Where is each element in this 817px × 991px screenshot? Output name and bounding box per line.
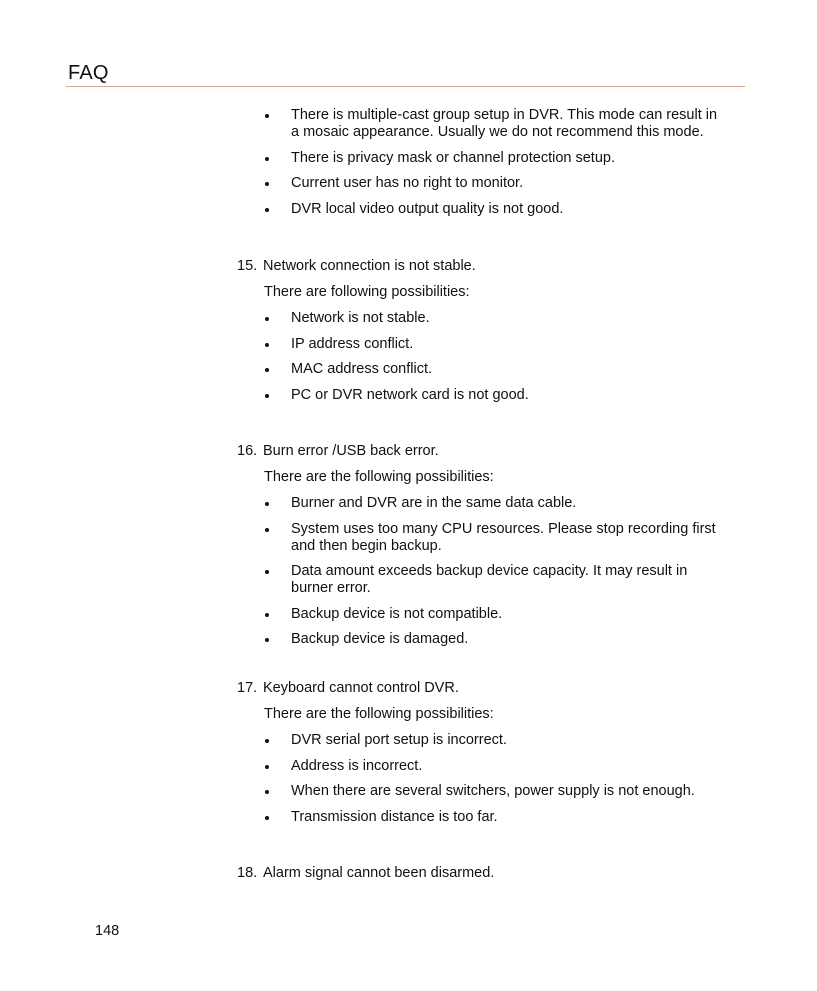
list-item-text: Network is not stable. xyxy=(291,310,430,326)
faq-item-title: Burn error /USB back error. xyxy=(263,443,439,459)
bullet-dot xyxy=(265,739,269,743)
list-item-text: Address is incorrect. xyxy=(291,757,423,774)
list-item-text: System uses too many CPU resources. Please stop recording first xyxy=(291,520,716,537)
bullet-dot xyxy=(265,528,269,532)
list-item-text: Backup device is not compatible. xyxy=(291,605,503,622)
list-item-text: Backup device is damaged. xyxy=(291,631,469,647)
header-divider xyxy=(66,86,745,87)
list-item-text: a mosaic appearance. Usually we do not recommend this mode. xyxy=(291,124,704,140)
page-number: 148 xyxy=(95,923,120,939)
list-item-text: When there are several switchers, power supply is not enough. xyxy=(291,783,695,799)
bullet-dot xyxy=(265,790,269,794)
bullet-dot xyxy=(265,765,269,769)
page-header-title: FAQ xyxy=(68,62,109,84)
faq-item-title: Network connection is not stable. xyxy=(263,258,476,274)
bullet-dot xyxy=(265,638,269,642)
faq-item-number: 16. xyxy=(237,443,258,459)
faq-item-number: 15. xyxy=(237,258,258,274)
bullet-dot xyxy=(265,343,269,347)
bullet-dot xyxy=(265,613,269,617)
list-item-text: DVR local video output quality is not good. xyxy=(291,200,564,217)
faq-item-intro: There are the following possibilities: xyxy=(264,706,494,722)
list-item-text: burner error. xyxy=(291,580,371,596)
list-item-text: There is multiple-cast group setup in DVR. This mode can result in xyxy=(291,107,718,123)
bullet-dot xyxy=(265,114,269,118)
bullet-dot xyxy=(265,368,269,372)
list-item-text: Data amount exceeds backup device capacity. It may result in xyxy=(291,563,688,579)
bullet-dot xyxy=(265,502,269,506)
faq-item-title: Alarm signal cannot been disarmed. xyxy=(263,865,495,881)
bullet-dot xyxy=(265,208,269,212)
faq-item-intro: There are following possibilities: xyxy=(264,284,470,300)
faq-item-title: Keyboard cannot control DVR. xyxy=(263,680,459,696)
list-item-text: DVR serial port setup is incorrect. xyxy=(291,732,507,748)
list-item-text: Transmission distance is too far. xyxy=(291,808,498,825)
bullet-dot xyxy=(265,570,269,574)
faq-item-number: 17. xyxy=(237,680,258,696)
bullet-dot xyxy=(265,317,269,321)
list-item-text: Burner and DVR are in the same data cable. xyxy=(291,495,577,511)
list-item-text: There is privacy mask or channel protection setup. xyxy=(291,149,615,166)
bullet-dot xyxy=(265,157,269,161)
bullet-dot xyxy=(265,816,269,820)
list-item-text: PC or DVR network card is not good. xyxy=(291,386,529,403)
faq-item-number: 18. xyxy=(237,865,258,881)
faq-item-intro: There are the following possibilities: xyxy=(264,469,494,485)
list-item-text: MAC address conflict. xyxy=(291,361,433,377)
list-item-text: and then begin backup. xyxy=(291,537,442,554)
bullet-dot xyxy=(265,182,269,186)
bullet-dot xyxy=(265,394,269,398)
list-item-text: Current user has no right to monitor. xyxy=(291,175,524,191)
list-item-text: IP address conflict. xyxy=(291,335,414,352)
